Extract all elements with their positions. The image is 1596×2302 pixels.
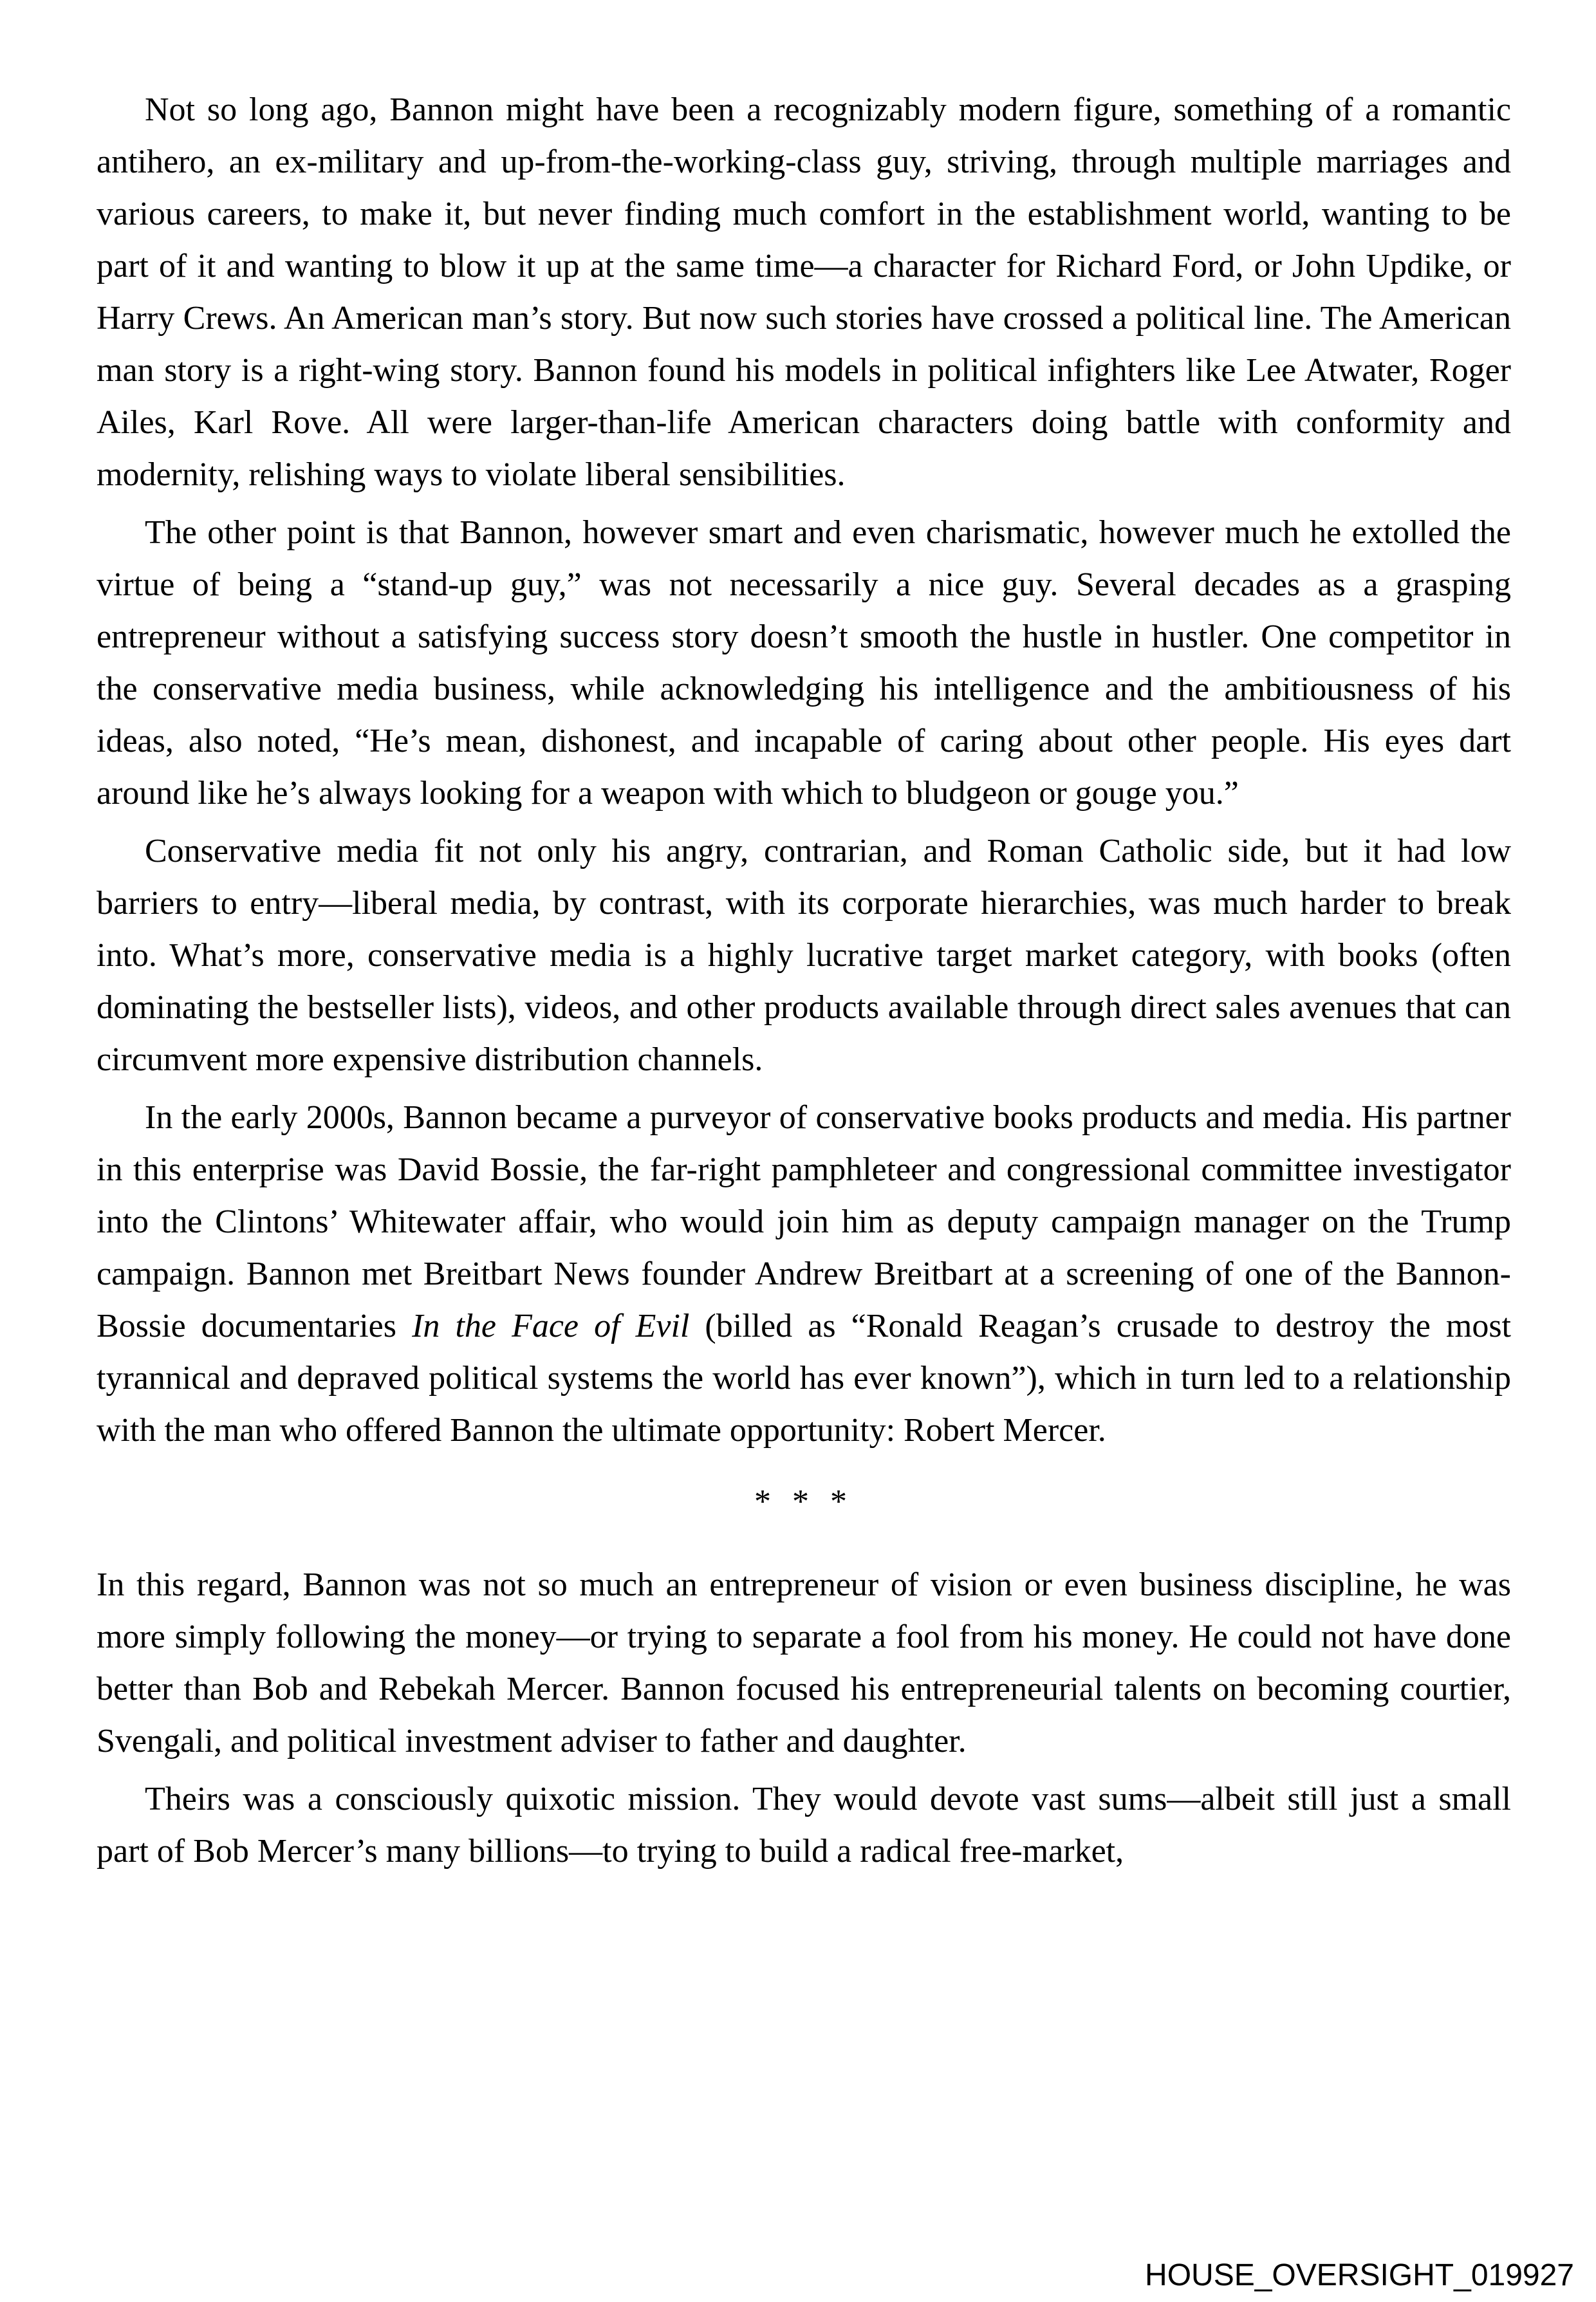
page-body <box>97 84 1511 1883</box>
paragraph-4-text-after: (billed as “Ronald Reagan’s crusade to destroy the most tyrannical and depraved political systems the world has ever known”), which in turn led to a relationship with the man who offered Bannon the ultimate opportunity: Robert Mercer. <box>97 1308 1511 1449</box>
paragraph-6: Theirs was a consciously quixotic mission. They would devote vast sums—albeit still just a small part of Bob Mercer’s many billions—to trying to build a radical free-market, <box>97 1781 1511 1870</box>
paragraph-3: Conservative media fit not only his angry, contrarian, and Roman Catholic side, but it had low barriers to entry—liberal media, by contrast, with its corporate hierarchies, was much harder to break into. What’s more, conservative media is a highly lucrative target market category, with books (often dominating the bestseller lists), videos, and other products available through direct sales avenues that can circumvent more expensive distribution channels. <box>97 833 1511 1078</box>
paragraph-5: In this regard, Bannon was not so much an entrepreneur of vision or even business discipline, he was more simply following the money—or trying to separate a fool from his money. He could not have done better than Bob and Rebekah Mercer. Bannon focused his entrepreneurial talents on becoming courtier, Svengali, and political investment adviser to father and daughter. <box>97 1566 1511 1759</box>
paragraph-2: The other point is that Bannon, however smart and even charismatic, however much he extolled the virtue of being a “stand-up guy,” was not necessarily a nice guy. Several decades as a grasping entrepreneur without a satisfying success story doesn’t smooth the hustle in hustler. One competitor in the conservative media business, while acknowledging his intelligence and the ambitiousness of his ideas, also noted, “He’s mean, dishonest, and incapable of caring about other people. His eyes dart around like he’s always looking for a weapon with which to bludgeon or gouge you.” <box>97 514 1511 812</box>
section-separator: * * * <box>754 1483 853 1520</box>
paragraph-4 <box>97 1091 1511 1456</box>
bates-number: HOUSE_OVERSIGHT_019927 <box>1145 2258 1574 2292</box>
paragraph-1: Not so long ago, Bannon might have been a recognizably modern figure, something of a romantic antihero, an ex-military and up-from-the-working-class guy, striving, through multiple marriages and various careers, to make it, but never finding much comfort in the establishment world, wanting to be part of it and wanting to blow it up at the same time—a character for Richard Ford, or John Updike, or Harry Crews. An American man’s story. But now such stories have crossed a political line. The American man story is a right-wing story. Bannon found his models in political infighters like Lee Atwater, Roger Ailes, Karl Rove. All were larger-than-life American characters doing battle with conformity and modernity, relishing ways to violate liberal sensibilities. <box>97 91 1511 493</box>
paragraph-4-text-before: In the early 2000s, Bannon became a purveyor of conservative books products and media. His partner in this enterprise was David Bossie, the far-right pamphleteer and congressional committee investigator into the Clintons’ Whitewater affair, who would join him as deputy campaign manager on the Trump campaign. Bannon met Breitbart News founder Andrew Breitbart at a screening of one of the Bannon-Bossie documentaries <box>97 1099 1511 1344</box>
documentary-title-italic: In the Face of Evil <box>412 1308 690 1344</box>
